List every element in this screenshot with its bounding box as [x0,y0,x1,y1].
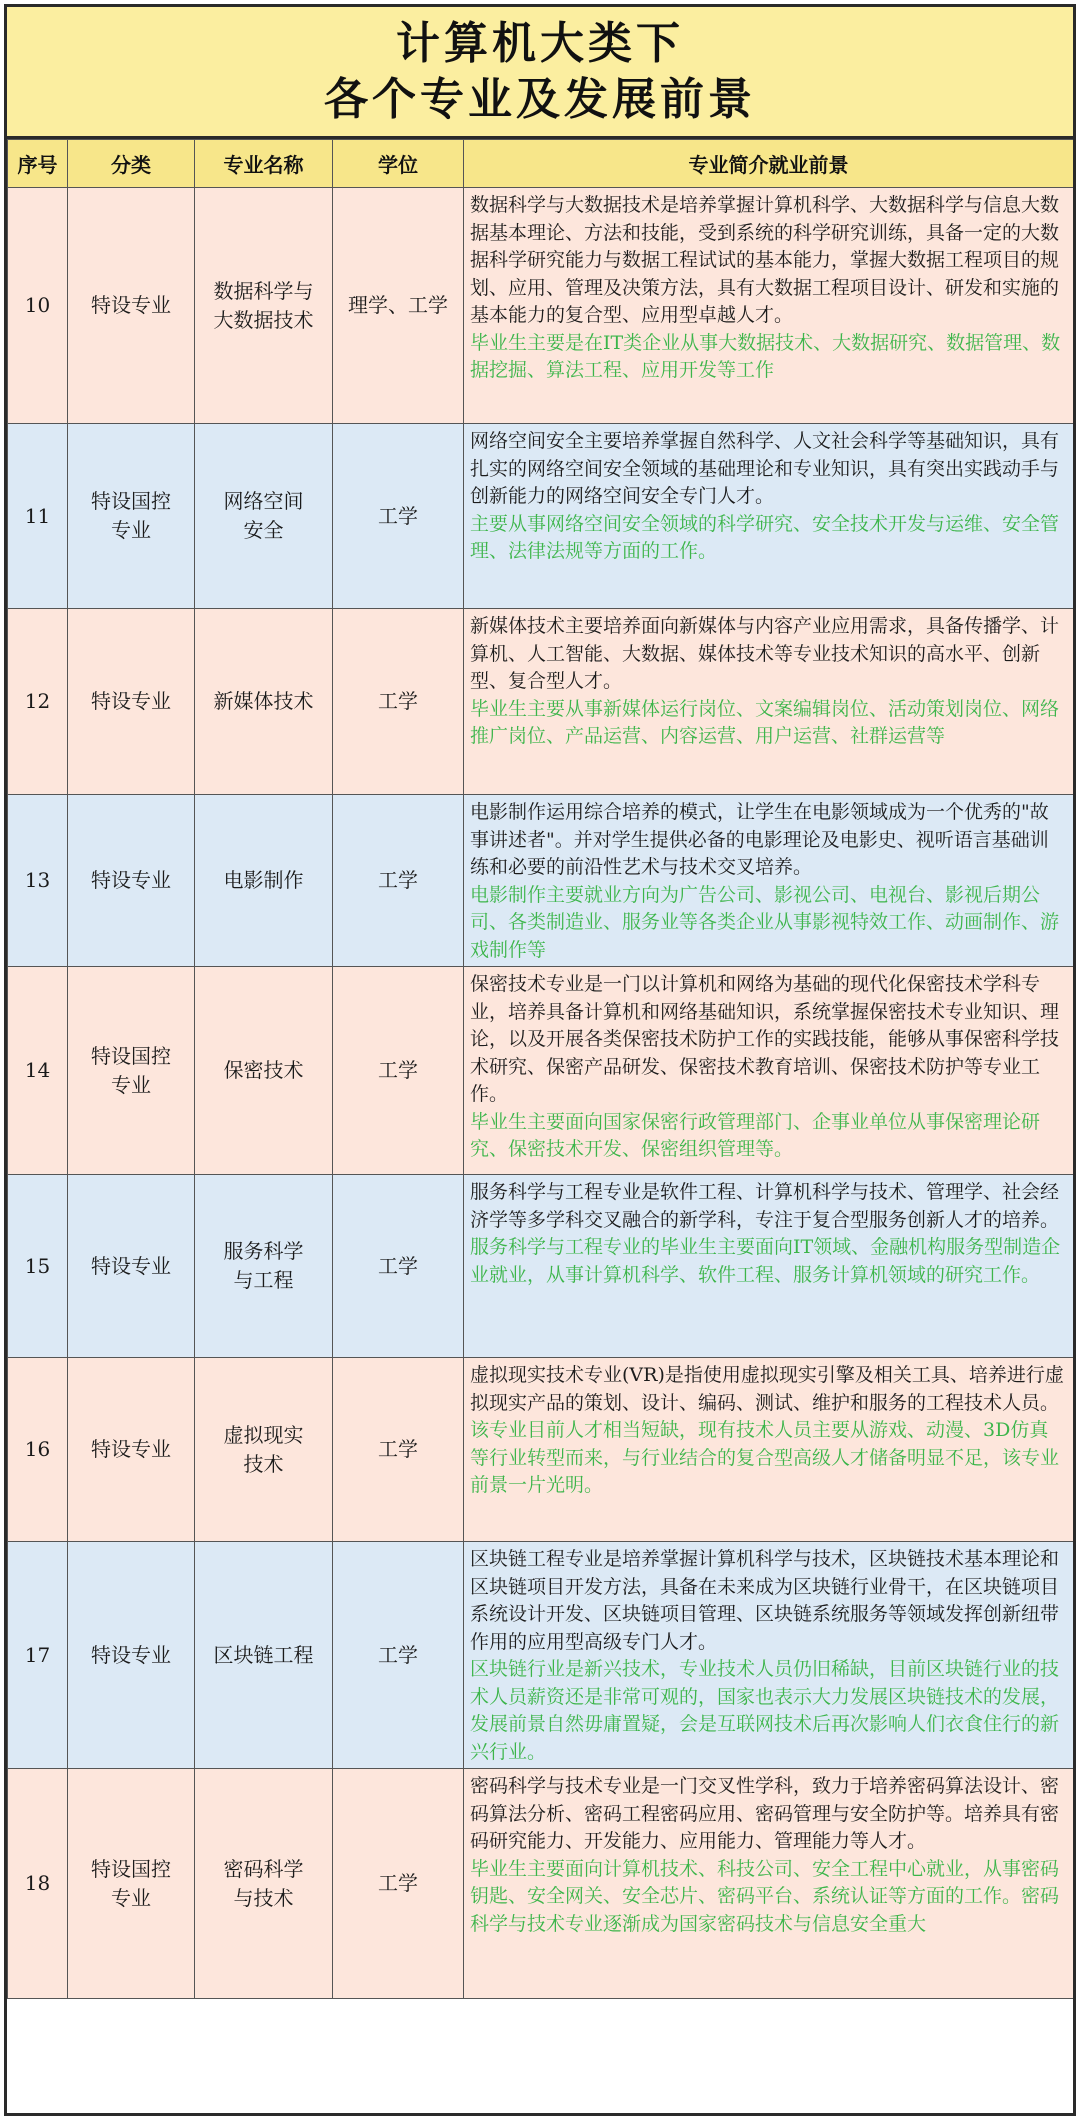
row-major-name [195,1175,333,1358]
row-description [464,1769,1074,1999]
major-name-line: 服务科学 [223,1239,304,1263]
title-line-1: 计算机大类下 [396,17,684,69]
row-description [464,795,1074,967]
document-sheet [4,4,1076,2116]
row-category [68,188,195,424]
major-name-line: 数据科学与 [213,278,314,303]
major-intro: 网络空间安全主要培养掌握自然科学、人文社会科学等基础知识，具有扎实的网络空间安全领域的基础理论和专业知识，具有突出实践动手与创新能力的网络空间安全专门人才。 [470,430,1060,507]
row-category [68,795,195,967]
row-degree: 工学 [333,795,464,967]
table-row [8,1175,1074,1358]
row-degree: 工学 [333,1769,464,1999]
row-number: 13 [8,795,68,967]
major-intro: 密码科学与技术专业是一门交叉性学科，致力于培养密码算法设计、密码算法分析、密码工程密码应用、密码管理与安全防护等。培养具有密码研究能力、开发能力、应用能力、管理能力等人才。 [470,1775,1060,1852]
header-degree: 学位 [333,140,464,188]
row-category [68,1542,195,1769]
category-text: 特设国控专业 [91,489,171,542]
row-category [68,1175,195,1358]
category-text: 特设专业 [91,1253,171,1278]
career-prospects: 服务科学与工程专业的毕业生主要面向IT领域、金融机构服务型制造企业就业，从事计算机科学、软件工程、服务计算机领域的研究工作。 [470,1236,1061,1286]
row-major-name [195,967,333,1175]
category-text: 特设国控专业 [91,1856,171,1910]
major-intro: 区块链工程专业是培养掌握计算机科学与技术，区块链技术基本理论和区块链项目开发方法，具备在未来成为区块链行业骨干，在区块链项目系统设计开发、区块链项目管理、区块链系统服务等领域发挥创新纽带作用的应用型高级专门人才。 [470,1548,1060,1653]
category-text: 特设专业 [91,293,171,317]
major-name-line: 大数据技术 [213,307,314,332]
header-no: 序号 [8,140,68,188]
major-name-line: 技术 [243,1451,284,1476]
row-degree: 工学 [333,609,464,795]
header-category: 分类 [68,140,195,188]
table-row [8,795,1074,967]
career-prospects: 毕业生主要是在IT类企业从事大数据技术、大数据研究、数据管理、数据挖掘、算法工程、应用开发等工作 [470,331,1061,381]
career-prospects: 毕业生主要面向国家保密行政管理部门、企事业单位从事保密理论研究、保密技术开发、保密组织管理等。 [470,1110,1041,1160]
table-row [8,967,1074,1175]
majors-table [7,139,1074,1999]
major-name-line: 密码科学 [223,1856,304,1881]
row-description [464,967,1074,1175]
category-text: 特设专业 [91,1437,171,1461]
row-major-name [195,1358,333,1542]
row-number: 10 [8,188,68,424]
row-degree: 工学 [333,967,464,1175]
row-number: 15 [8,1175,68,1358]
major-name-line: 新媒体技术 [213,689,314,713]
major-name-line: 安全 [243,518,284,542]
row-category [68,967,195,1175]
row-degree: 工学 [333,1542,464,1769]
row-category [68,609,195,795]
title-banner [7,7,1073,139]
career-prospects: 该专业目前人才相当短缺，现有技术人员主要从游戏、动漫、3D仿真等行业转型而来，与行业结合的复合型高级人才储备明显不足，该专业前景一片光明。 [470,1419,1060,1496]
major-intro: 保密技术专业是一门以计算机和网络为基础的现代化保密技术学科专业，培养具备计算机和网络基础知识，系统掌握保密技术专业知识、理论，以及开展各类保密技术防护工作的实践技能，能够从事保密科学技术研究、保密产品研发、保密技术教育培训、保密技术防护等专业工作。 [470,973,1060,1105]
row-major-name [195,609,333,795]
row-number: 14 [8,967,68,1175]
major-name-line: 与技术 [233,1885,294,1910]
career-prospects: 主要从事网络空间安全领域的科学研究、安全技术开发与运维、安全管理、法律法规等方面的工作。 [470,512,1060,562]
header-description: 专业简介就业前景 [464,140,1074,188]
major-name-line: 与工程 [233,1268,294,1292]
row-description [464,424,1074,609]
row-degree: 工学 [333,1175,464,1358]
career-prospects: 毕业生主要从事新媒体运行岗位、文案编辑岗位、活动策划岗位、网络推广岗位、产品运营、内容运营、用户运营、社群运营等 [470,697,1060,747]
major-intro: 数据科学与大数据技术是培养掌握计算机科学、大数据科学与信息大数据基本理论、方法和技能，受到系统的科学研究训练，具备一定的大数据科学研究能力与数据工程试试的基本能力，掌握大数据工程项目的规划、应用、管理及决策方法，具有大数据工程项目设计、研发和实施的基本能力的复合型、应用型卓越人才。 [470,194,1060,326]
row-degree: 工学 [333,1358,464,1542]
row-description [464,1358,1074,1542]
table-row [8,1542,1074,1769]
row-number: 17 [8,1542,68,1769]
row-major-name [195,1542,333,1769]
table-row [8,1358,1074,1542]
category-text: 特设专业 [91,689,171,713]
table-row [8,1769,1074,1999]
row-category [68,424,195,609]
row-number: 11 [8,424,68,609]
major-intro: 服务科学与工程专业是软件工程、计算机科学与技术、管理学、社会经济学等多学科交叉融合的新学科，专注于复合型服务创新人才的培养。 [470,1181,1060,1231]
row-description [464,1542,1074,1769]
table-body [8,188,1074,1999]
category-text: 特设专业 [91,868,171,892]
row-major-name [195,795,333,967]
row-description [464,609,1074,795]
row-degree: 工学 [333,424,464,609]
row-description [464,1175,1074,1358]
career-prospects: 电影制作主要就业方向为广告公司、影视公司、电视台、影视后期公司、各类制造业、服务业等各类企业从事影视特效工作、动画制作、游戏制作等 [470,883,1060,961]
major-name-line: 电影制作 [223,868,304,892]
table-row [8,188,1074,424]
career-prospects: 区块链行业是新兴技术，专业技术人员仍旧稀缺，目前区块链行业的技术人员薪资还是非常可观的，国家也表示大力发展区块链技术的发展，发展前景自然毋庸置疑，会是互联网技术后再次影响人们衣食住行的新兴行业。 [470,1658,1060,1763]
row-major-name [195,1769,333,1999]
career-prospects: 毕业生主要面向计算机技术、科技公司、安全工程中心就业，从事密码钥匙、安全网关、安全芯片、密码平台、系统认证等方面的工作。密码科学与技术专业逐渐成为国家密码技术与信息安全重大 [470,1857,1060,1935]
title-line-2: 各个专业及发展前景 [324,73,756,125]
category-text: 特设专业 [91,1642,171,1667]
row-degree: 理学、工学 [333,188,464,424]
major-intro: 新媒体技术主要培养面向新媒体与内容产业应用需求，具备传播学、计算机、人工智能、大数据、媒体技术等专业技术知识的高水平、创新型、复合型人才。 [470,615,1060,692]
row-number: 18 [8,1769,68,1999]
major-name-line: 虚拟现实 [223,1422,304,1447]
category-text: 特设国控专业 [91,1043,171,1097]
table-row [8,609,1074,795]
header-major: 专业名称 [195,140,333,188]
row-category [68,1358,195,1542]
row-number: 12 [8,609,68,795]
major-intro: 虚拟现实技术专业(VR)是指使用虚拟现实引擎及相关工具、培养进行虚拟现实产品的策划、设计、编码、测试、维护和服务的工程技术人员。 [470,1364,1064,1414]
major-intro: 电影制作运用综合培养的模式，让学生在电影领域成为一个优秀的"故事讲述者"。并对学生提供必备的电影理论及电影史、视听语言基础训练和必要的前沿性艺术与技术交叉培养。 [470,801,1049,878]
major-name-line: 区块链工程 [213,1642,314,1667]
row-major-name [195,424,333,609]
row-description [464,188,1074,424]
row-category [68,1769,195,1999]
major-name-line: 保密技术 [223,1058,304,1082]
row-number: 16 [8,1358,68,1542]
table-header-row [8,140,1074,188]
table-row [8,424,1074,609]
row-major-name [195,188,333,424]
major-name-line: 网络空间 [223,489,304,513]
